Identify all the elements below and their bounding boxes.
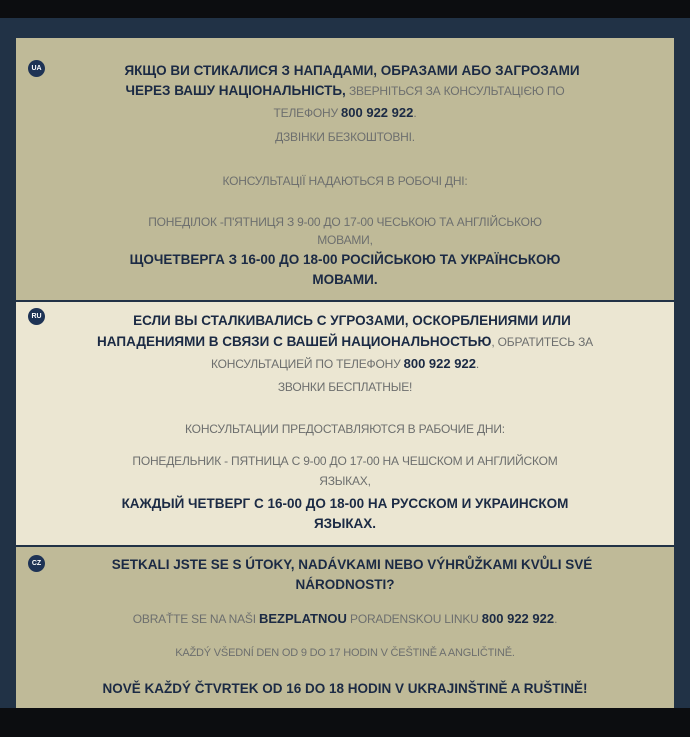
bottom-bar [0, 708, 690, 737]
ru-thursday-line2: ЯЗЫКАХ. [313, 516, 377, 531]
ua-flag-icon: UA [28, 60, 45, 77]
cz-heading-line2: NÁRODNOSTI? [295, 577, 395, 592]
cz-flag-icon: CZ [28, 555, 45, 572]
cz-heading-line1: SETKALI JSTE SE S ÚTOKY, NADÁVKAMI NEBO VÝHRŮŽKAMI KVŮLI SVÉ [111, 557, 593, 572]
ua-free-calls: ДЗВІНКИ БЕЗКОШТОВНІ. [275, 130, 415, 144]
ru-phone-line: КОНСУЛЬТАЦИЕЙ ПО ТЕЛЕФОНУ 800 922 922. [210, 356, 480, 371]
cz-phone-number: 800 922 922 [481, 611, 555, 626]
ru-consult-days: КОНСУЛЬТАЦИИ ПРЕДОСТАВЛЯЮТСЯ В РАБОЧИЕ ДНИ: [185, 422, 505, 436]
ua-phone-number: 800 922 922 [341, 105, 414, 120]
ua-mon-fri-line1: ПОНЕДІЛОК -П'ЯТНИЦЯ З 9-00 ДО 17-00 ЧЕСЬКОЮ ТА АНГЛІЙСЬКОЮ [148, 215, 542, 229]
cz-section [16, 547, 674, 710]
ru-free-calls: ЗВОНКИ БЕСПЛАТНЫЕ! [277, 380, 413, 394]
ua-heading-line2: ЧЕРЕЗ ВАШУ НАЦІОНАЛЬНІСТЬ, ЗВЕРНІТЬСЯ ЗА КОНСУЛЬТАЦІЄЮ ПО [125, 83, 565, 98]
ru-flag-icon: RU [28, 308, 45, 325]
ru-phone-number: 800 922 922 [403, 356, 476, 371]
ua-consult-days: КОНСУЛЬТАЦІЇ НАДАЮТЬСЯ В РОБОЧІ ДНІ: [222, 174, 468, 188]
ru-mon-fri-line2: ЯЗЫКАХ, [319, 474, 371, 488]
ru-section [16, 302, 674, 545]
ru-heading-line1: ЕСЛИ ВЫ СТАЛКИВАЛИСЬ С УГРОЗАМИ, ОСКОРБЛЕНИЯМИ ИЛИ [133, 313, 571, 328]
poster-frame [0, 18, 690, 708]
ua-section [16, 38, 674, 300]
ua-heading-line1: ЯКЩО ВИ СТИКАЛИСЯ З НАПАДАМИ, ОБРАЗАМИ АБО ЗАГРОЗАМИ [124, 63, 580, 78]
ua-thursday-line1: ЩОЧЕТВЕРГА З 16-00 ДО 18-00 РОСІЙСЬКОЮ ТА УКРАЇНСЬКОЮ [129, 252, 561, 267]
ua-thursday-line2: МОВАМИ. [312, 272, 378, 287]
cz-thursday-hours: NOVĚ KAŽDÝ ČTVRTEK OD 16 DO 18 HODIN V UKRAJINŠTINĚ A RUŠTINĚ! [102, 681, 588, 696]
top-bar [0, 0, 690, 18]
ru-thursday-line1: КАЖДЫЙ ЧЕТВЕРГ С 16-00 ДО 18-00 НА РУССКОМ И УКРАИНСКОМ [121, 496, 569, 511]
cz-hotline-line: OBRAŤTE SE NA NAŠI BEZPLATNOU PORADENSKOU LINKU 800 922 922. [132, 611, 558, 626]
ua-mon-fri-line2: МОВАМИ, [317, 233, 373, 247]
ru-heading-line2: НАПАДЕНИЯМИ В СВЯЗИ С ВАШЕЙ НАЦИОНАЛЬНОСТЬЮ, ОБРАТИТЕСЬ ЗА [97, 334, 593, 349]
cz-weekday-hours: KAŽDÝ VŠEDNÍ DEN OD 9 DO 17 HODIN V ČEŠTINĚ A ANGLIČTINĚ. [175, 647, 515, 659]
ua-phone-line: ТЕЛЕФОНУ 800 922 922. [273, 105, 417, 120]
ru-mon-fri-line1: ПОНЕДЕЛЬНИК - ПЯТНИЦА С 9-00 ДО 17-00 НА ЧЕШСКОМ И АНГЛИЙСКОМ [132, 454, 558, 468]
